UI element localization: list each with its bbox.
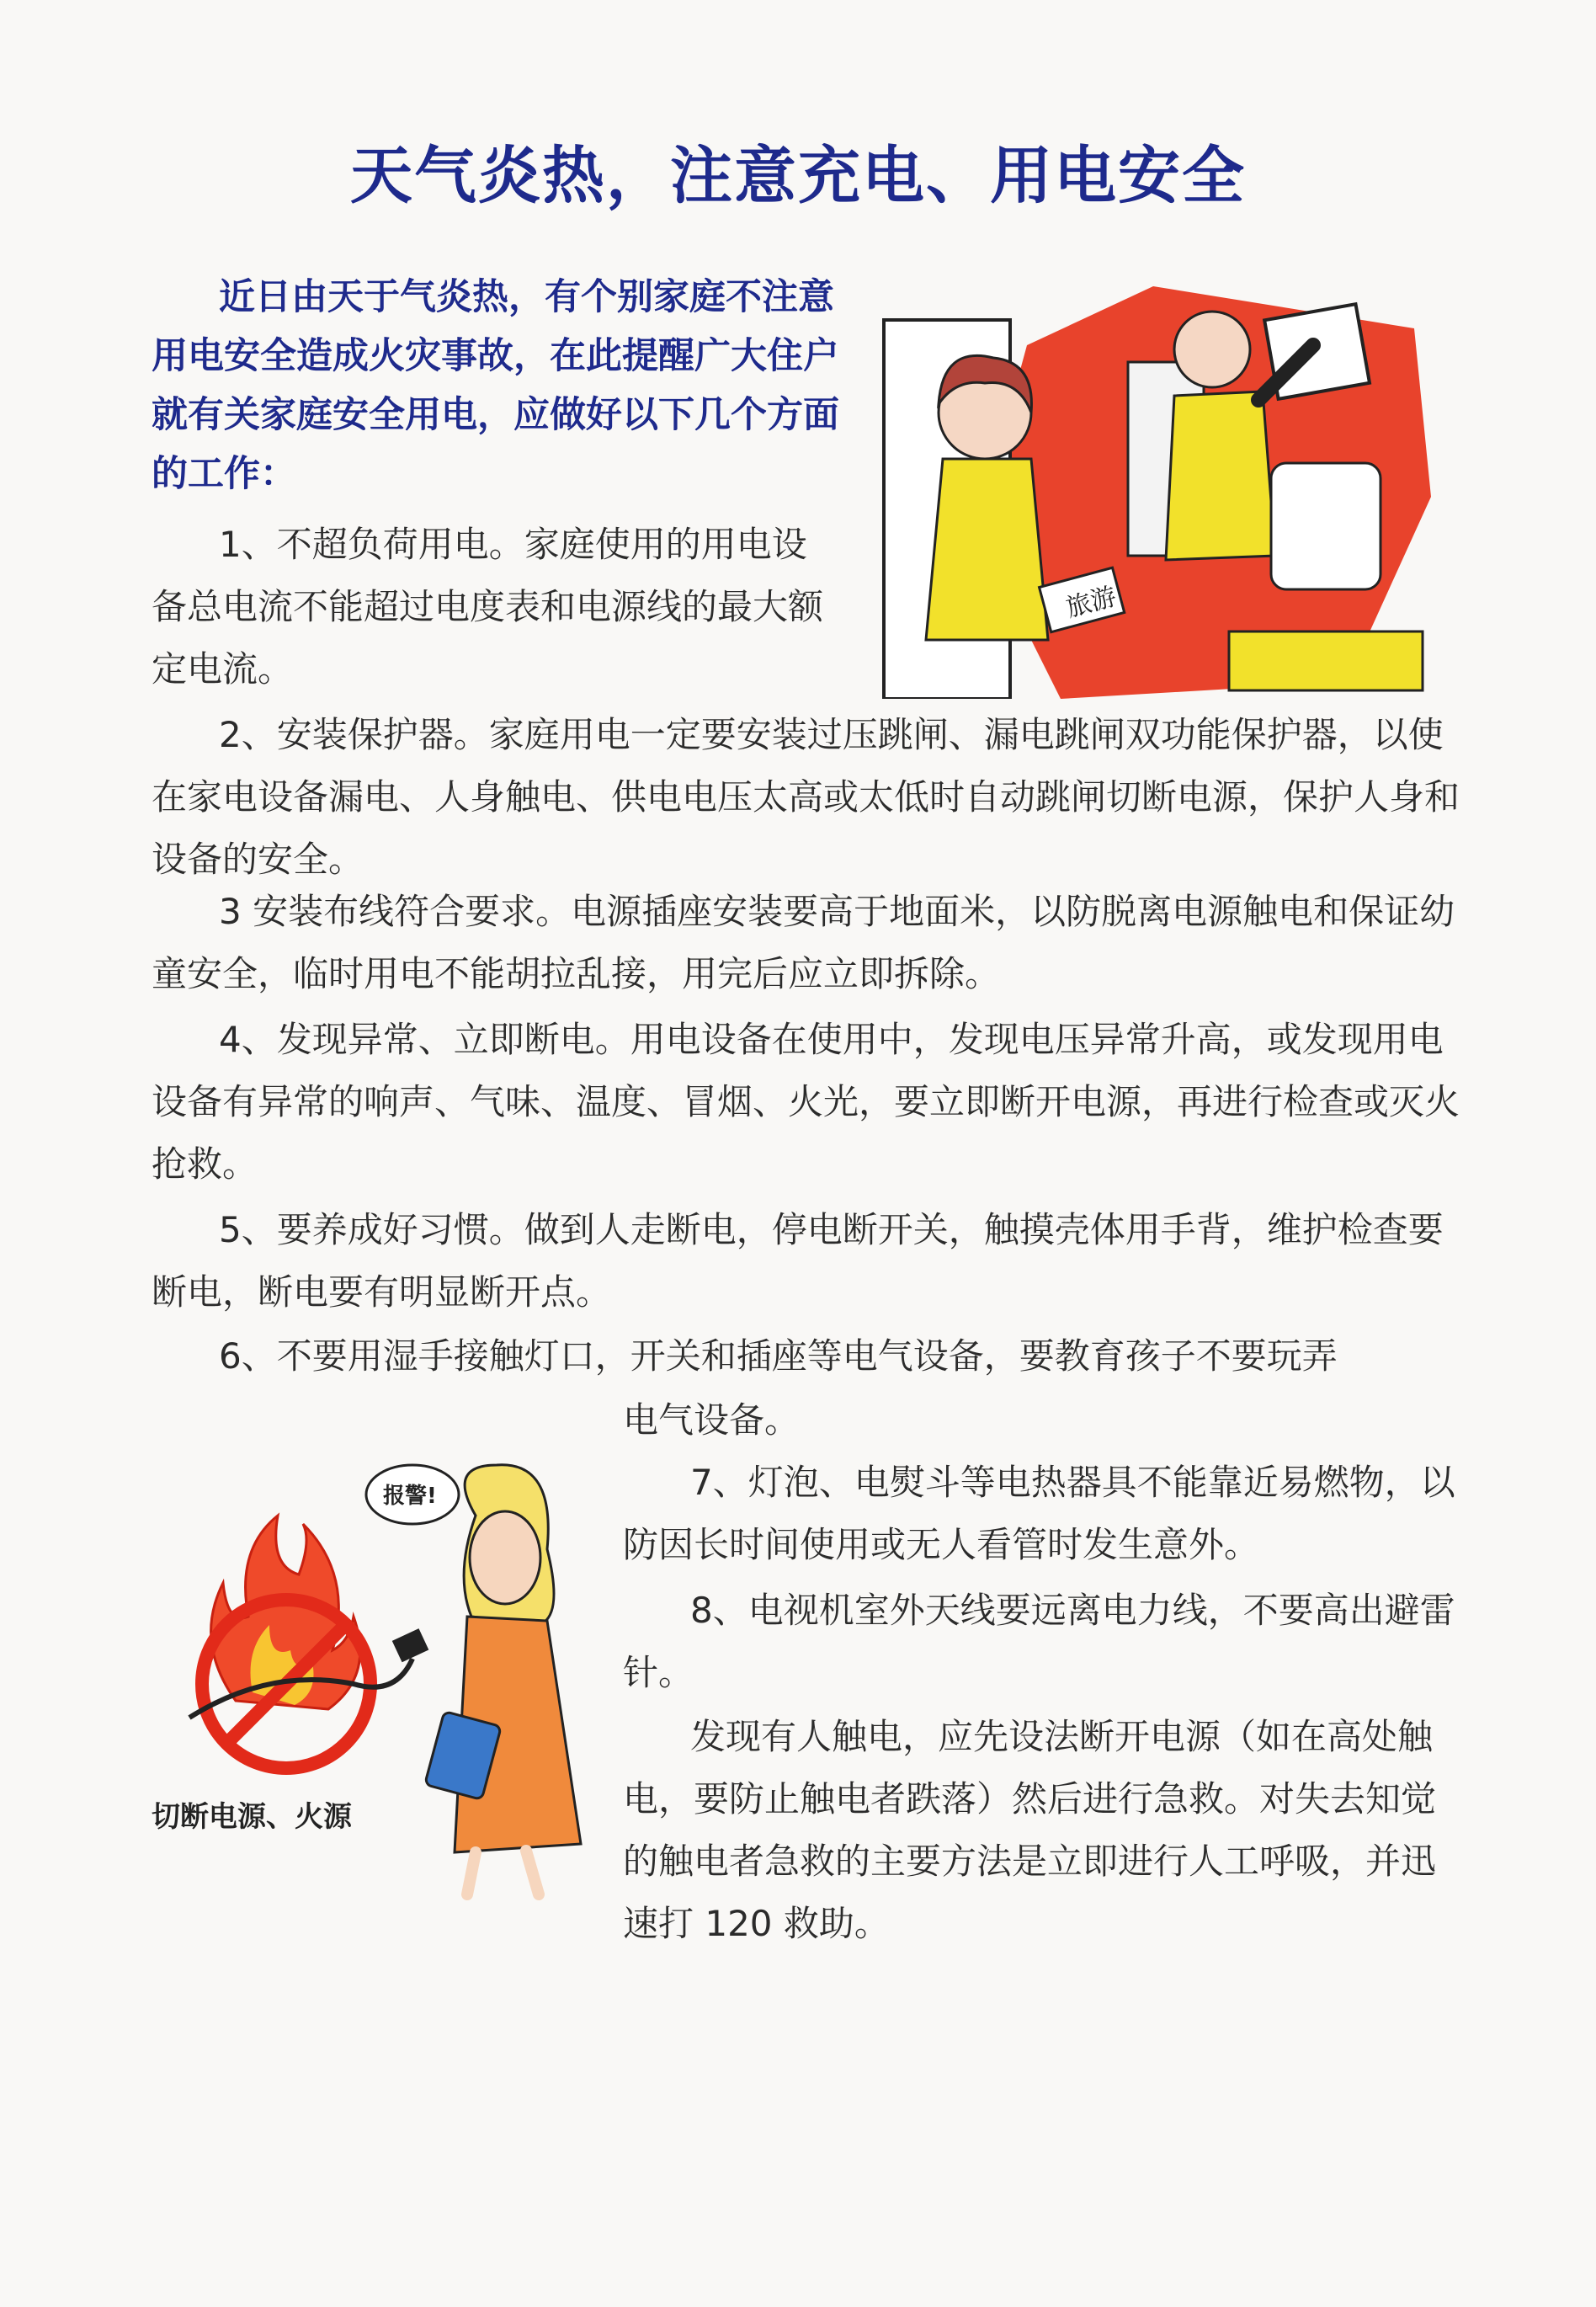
travel-sign-text: 旅游 <box>1062 582 1120 624</box>
item-6-wet-hands: 6、不要用湿手接触灯口，开关和插座等电气设备，要教育孩子不要玩弄 <box>219 1335 1338 1377</box>
illustration-couple-switching-off-power <box>875 278 1431 699</box>
plug-icon <box>392 1628 429 1662</box>
page-title: 天气炎热，注意充电、用电安全 <box>350 140 1246 212</box>
speech-bubble-text: 报警! <box>383 1484 437 1509</box>
item-2-protector: 2、安装保护器。家庭用电一定要安装过压跳闸、漏电跳闸双功能保护器，以使在家电设备漏电、人身触电、供电电压太高或太低时自动跳闸切断电源，保护人身和设备的安全。 <box>152 714 1460 880</box>
item-6-continued: 电气设备。 <box>623 1399 801 1441</box>
man-body-icon <box>1166 392 1275 560</box>
illustration-caption: 切断电源、火源 <box>152 1800 352 1834</box>
man-face-icon <box>1174 312 1250 387</box>
item-8-antenna: 8、电视机室外天线要远离电力线，不要高出避雷针。 <box>623 1590 1455 1693</box>
desk-icon <box>1229 631 1423 690</box>
woman-face-icon <box>470 1511 540 1604</box>
intro-paragraph: 近日由天于气炎热，有个别家庭不注意用电安全造成火灾事故，在此提醒广大住户就有关家庭安全用电，应做好以下几个方面的工作： <box>152 276 839 495</box>
illustration-cut-power-and-call <box>143 1448 614 1903</box>
item-7-heaters: 7、灯泡、电熨斗等电热器具不能靠近易燃物，以防因长时间使用或无人看管时发生意外。 <box>623 1462 1455 1565</box>
item-4-abnormal: 4、发现异常、立即断电。用电设备在使用中，发现电压异常升高，或发现用电设备有异常的响声、气味、温度、冒烟、火光，要立即断开电源，再进行检查或灭火抢救。 <box>152 1019 1460 1185</box>
woman-body-icon <box>926 459 1048 640</box>
first-aid-paragraph: 发现有人触电，应先设法断开电源（如在高处触电，要防止触电者跌落）然后进行急救。对失去知觉的触电者急救的主要方法是立即进行人工呼吸，并迅速打 120 救助。 <box>623 1716 1437 1944</box>
item-1-overload: 1、不超负荷用电。家庭使用的用电设备总电流不能超过电度表和电源线的最大额定电流。 <box>152 524 824 690</box>
computer-monitor-icon <box>1271 463 1381 589</box>
item-3-wiring: 3 安装布线符合要求。电源插座安装要高于地面米，以防脱离电源触电和保证幼童安全，临时用电不能胡拉乱接，用完后应立即拆除。 <box>152 891 1455 994</box>
item-5-habits: 5、要养成好习惯。做到人走断电，停电断开关，触摸壳体用手背，维护检查要断电，断电要有明显断开点。 <box>152 1209 1444 1313</box>
